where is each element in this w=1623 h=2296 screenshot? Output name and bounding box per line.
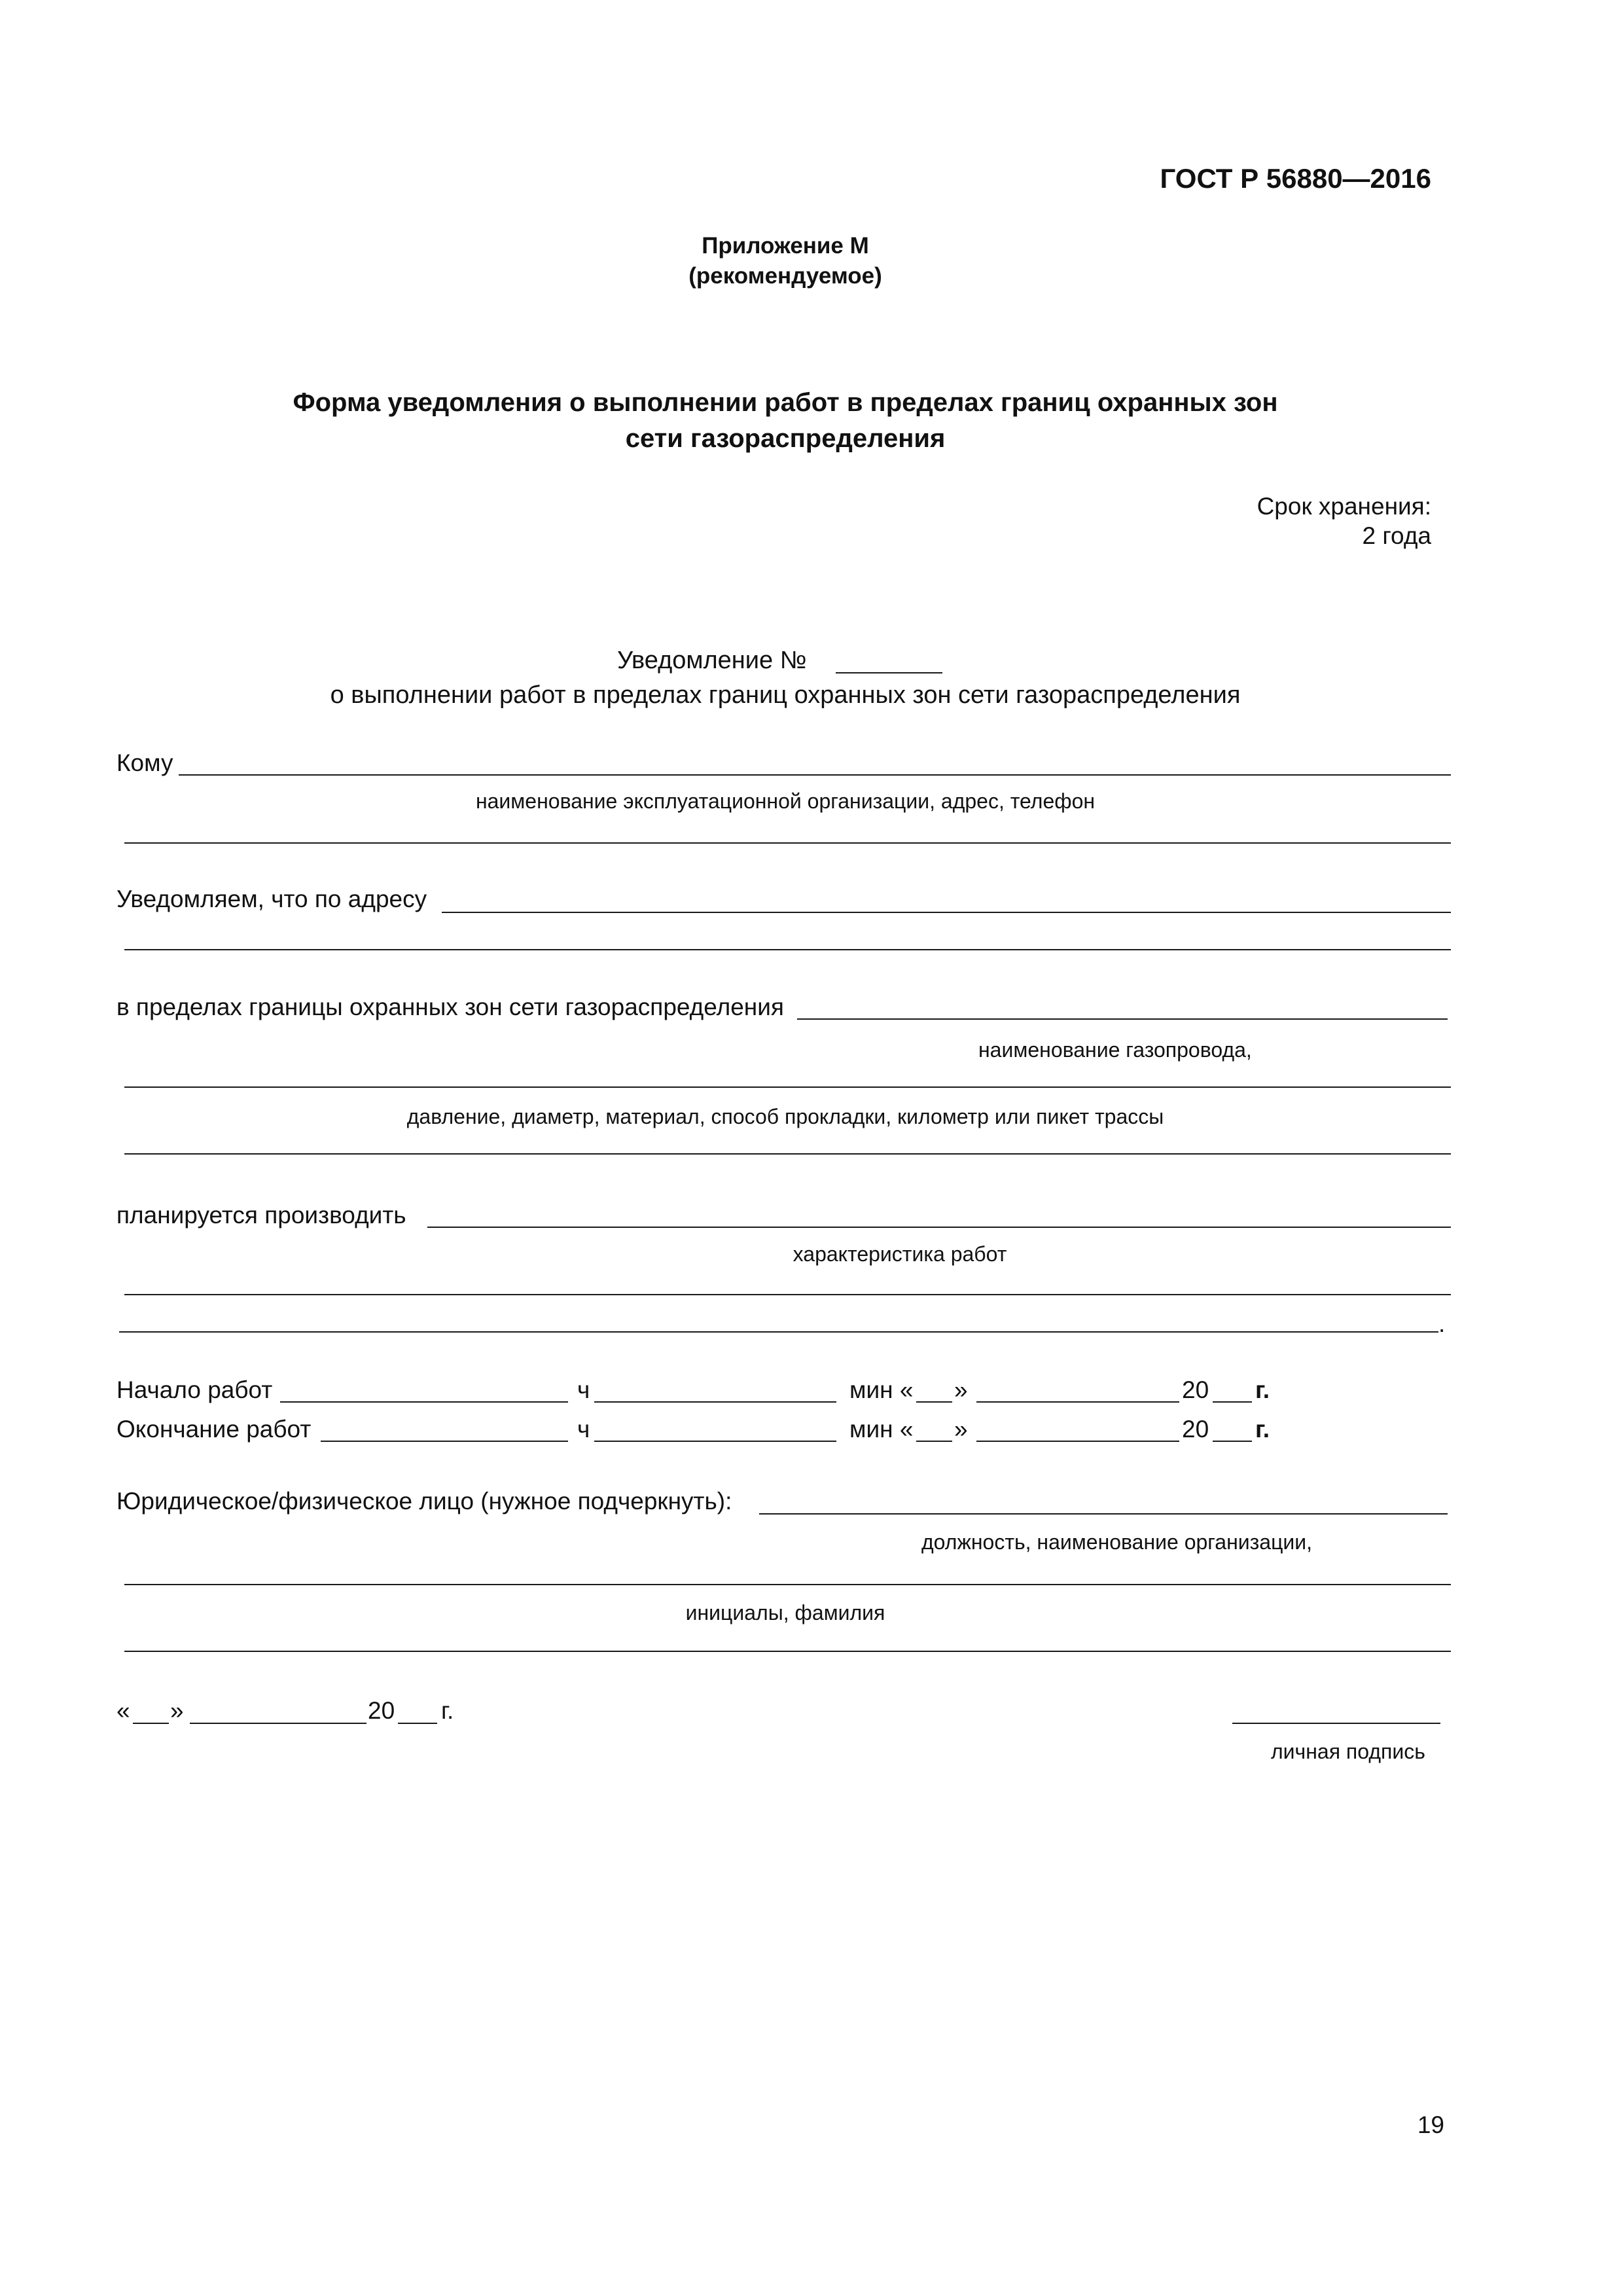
end-month-line[interactable] (976, 1441, 1179, 1442)
pipeline-details-caption: давление, диаметр, материал, способ прокладки, километр или пикет трассы (406, 1105, 1164, 1128)
page-number: 19 (1417, 2111, 1444, 2138)
zone-label: в пределах границы охранных зон сети газораспределения (116, 994, 784, 1020)
address-label: Уведомляем, что по адресу (116, 886, 427, 912)
entity-field-line[interactable] (759, 1513, 1448, 1515)
form-title-line1: Форма уведомления о выполнении работ в пределах границ охранных зон (293, 388, 1278, 417)
end-quote-close: » (954, 1416, 968, 1443)
pipeline-details-line[interactable] (124, 1153, 1451, 1155)
end-year-prefix: 20 (1182, 1416, 1209, 1443)
to-caption: наименование эксплуатационной организации, адрес, телефон (475, 789, 1096, 813)
end-label: Окончание работ (116, 1416, 312, 1443)
zone-field-line[interactable] (797, 1018, 1448, 1020)
notice-subtitle: о выполнении работ в пределах границ охранных зон сети газораспределения (330, 681, 1241, 709)
notice-number-line[interactable] (836, 672, 942, 673)
sign-year-line[interactable] (398, 1723, 437, 1724)
pipeline-caption: наименование газопровода, (978, 1038, 1252, 1062)
end-date-line[interactable] (321, 1441, 568, 1442)
to-field-line[interactable] (179, 774, 1451, 776)
end-hour-unit: ч (577, 1416, 590, 1443)
name-caption: инициалы, фамилия (685, 1601, 885, 1624)
retention-value: 2 года (1362, 522, 1431, 549)
sign-quote-close: » (170, 1697, 184, 1724)
work-field-line-3[interactable] (119, 1331, 1438, 1333)
start-year-suffix: г. (1255, 1376, 1270, 1403)
end-day-line[interactable] (916, 1441, 952, 1442)
sign-month-line[interactable] (190, 1723, 366, 1724)
end-hour-line[interactable] (594, 1441, 836, 1442)
position-caption: должность, наименование организации, (921, 1530, 1313, 1554)
name-field-line[interactable] (124, 1651, 1451, 1652)
sign-year-prefix: 20 (368, 1697, 395, 1724)
start-year-line[interactable] (1213, 1401, 1252, 1403)
sign-year-suffix: г. (441, 1697, 454, 1724)
start-month-line[interactable] (976, 1401, 1179, 1403)
notice-number-label: Уведомление № (617, 647, 807, 674)
standard-number: ГОСТ Р 56880—2016 (1160, 163, 1431, 194)
end-min-unit: мин « (849, 1416, 914, 1443)
sign-quote-open: « (116, 1697, 130, 1724)
appendix-name: Приложение М (702, 233, 869, 259)
work-end-mark: . (1438, 1310, 1446, 1337)
start-label: Начало работ (116, 1376, 273, 1403)
end-year-suffix: г. (1255, 1416, 1270, 1443)
to-field-line-2[interactable] (124, 842, 1451, 844)
appendix-status: (рекомендуемое) (688, 263, 882, 289)
form-title-line2: сети газораспределения (625, 424, 946, 453)
work-caption: характеристика работ (793, 1242, 1007, 1266)
entity-label: Юридическое/физическое лицо (нужное подчеркнуть): (116, 1488, 732, 1515)
pipeline-field-line[interactable] (124, 1086, 1451, 1088)
address-field-line[interactable] (442, 912, 1451, 913)
sign-day-line[interactable] (133, 1723, 169, 1724)
work-field-line-2[interactable] (124, 1294, 1451, 1295)
work-field-line[interactable] (427, 1227, 1451, 1228)
end-year-line[interactable] (1213, 1441, 1252, 1442)
to-label: Кому (116, 749, 173, 776)
retention-label: Срок хранения: (1257, 493, 1431, 520)
signature-line[interactable] (1232, 1723, 1440, 1724)
signature-caption: личная подпись (1271, 1740, 1425, 1763)
work-label: планируется производить (116, 1202, 406, 1229)
start-day-line[interactable] (916, 1401, 952, 1403)
start-min-unit: мин « (849, 1376, 914, 1403)
start-year-prefix: 20 (1182, 1376, 1209, 1403)
start-date-line[interactable] (280, 1401, 568, 1403)
start-quote-close: » (954, 1376, 968, 1403)
start-hour-line[interactable] (594, 1401, 836, 1403)
start-hour-unit: ч (577, 1376, 590, 1403)
position-field-line[interactable] (124, 1584, 1451, 1585)
address-field-line-2[interactable] (124, 949, 1451, 950)
